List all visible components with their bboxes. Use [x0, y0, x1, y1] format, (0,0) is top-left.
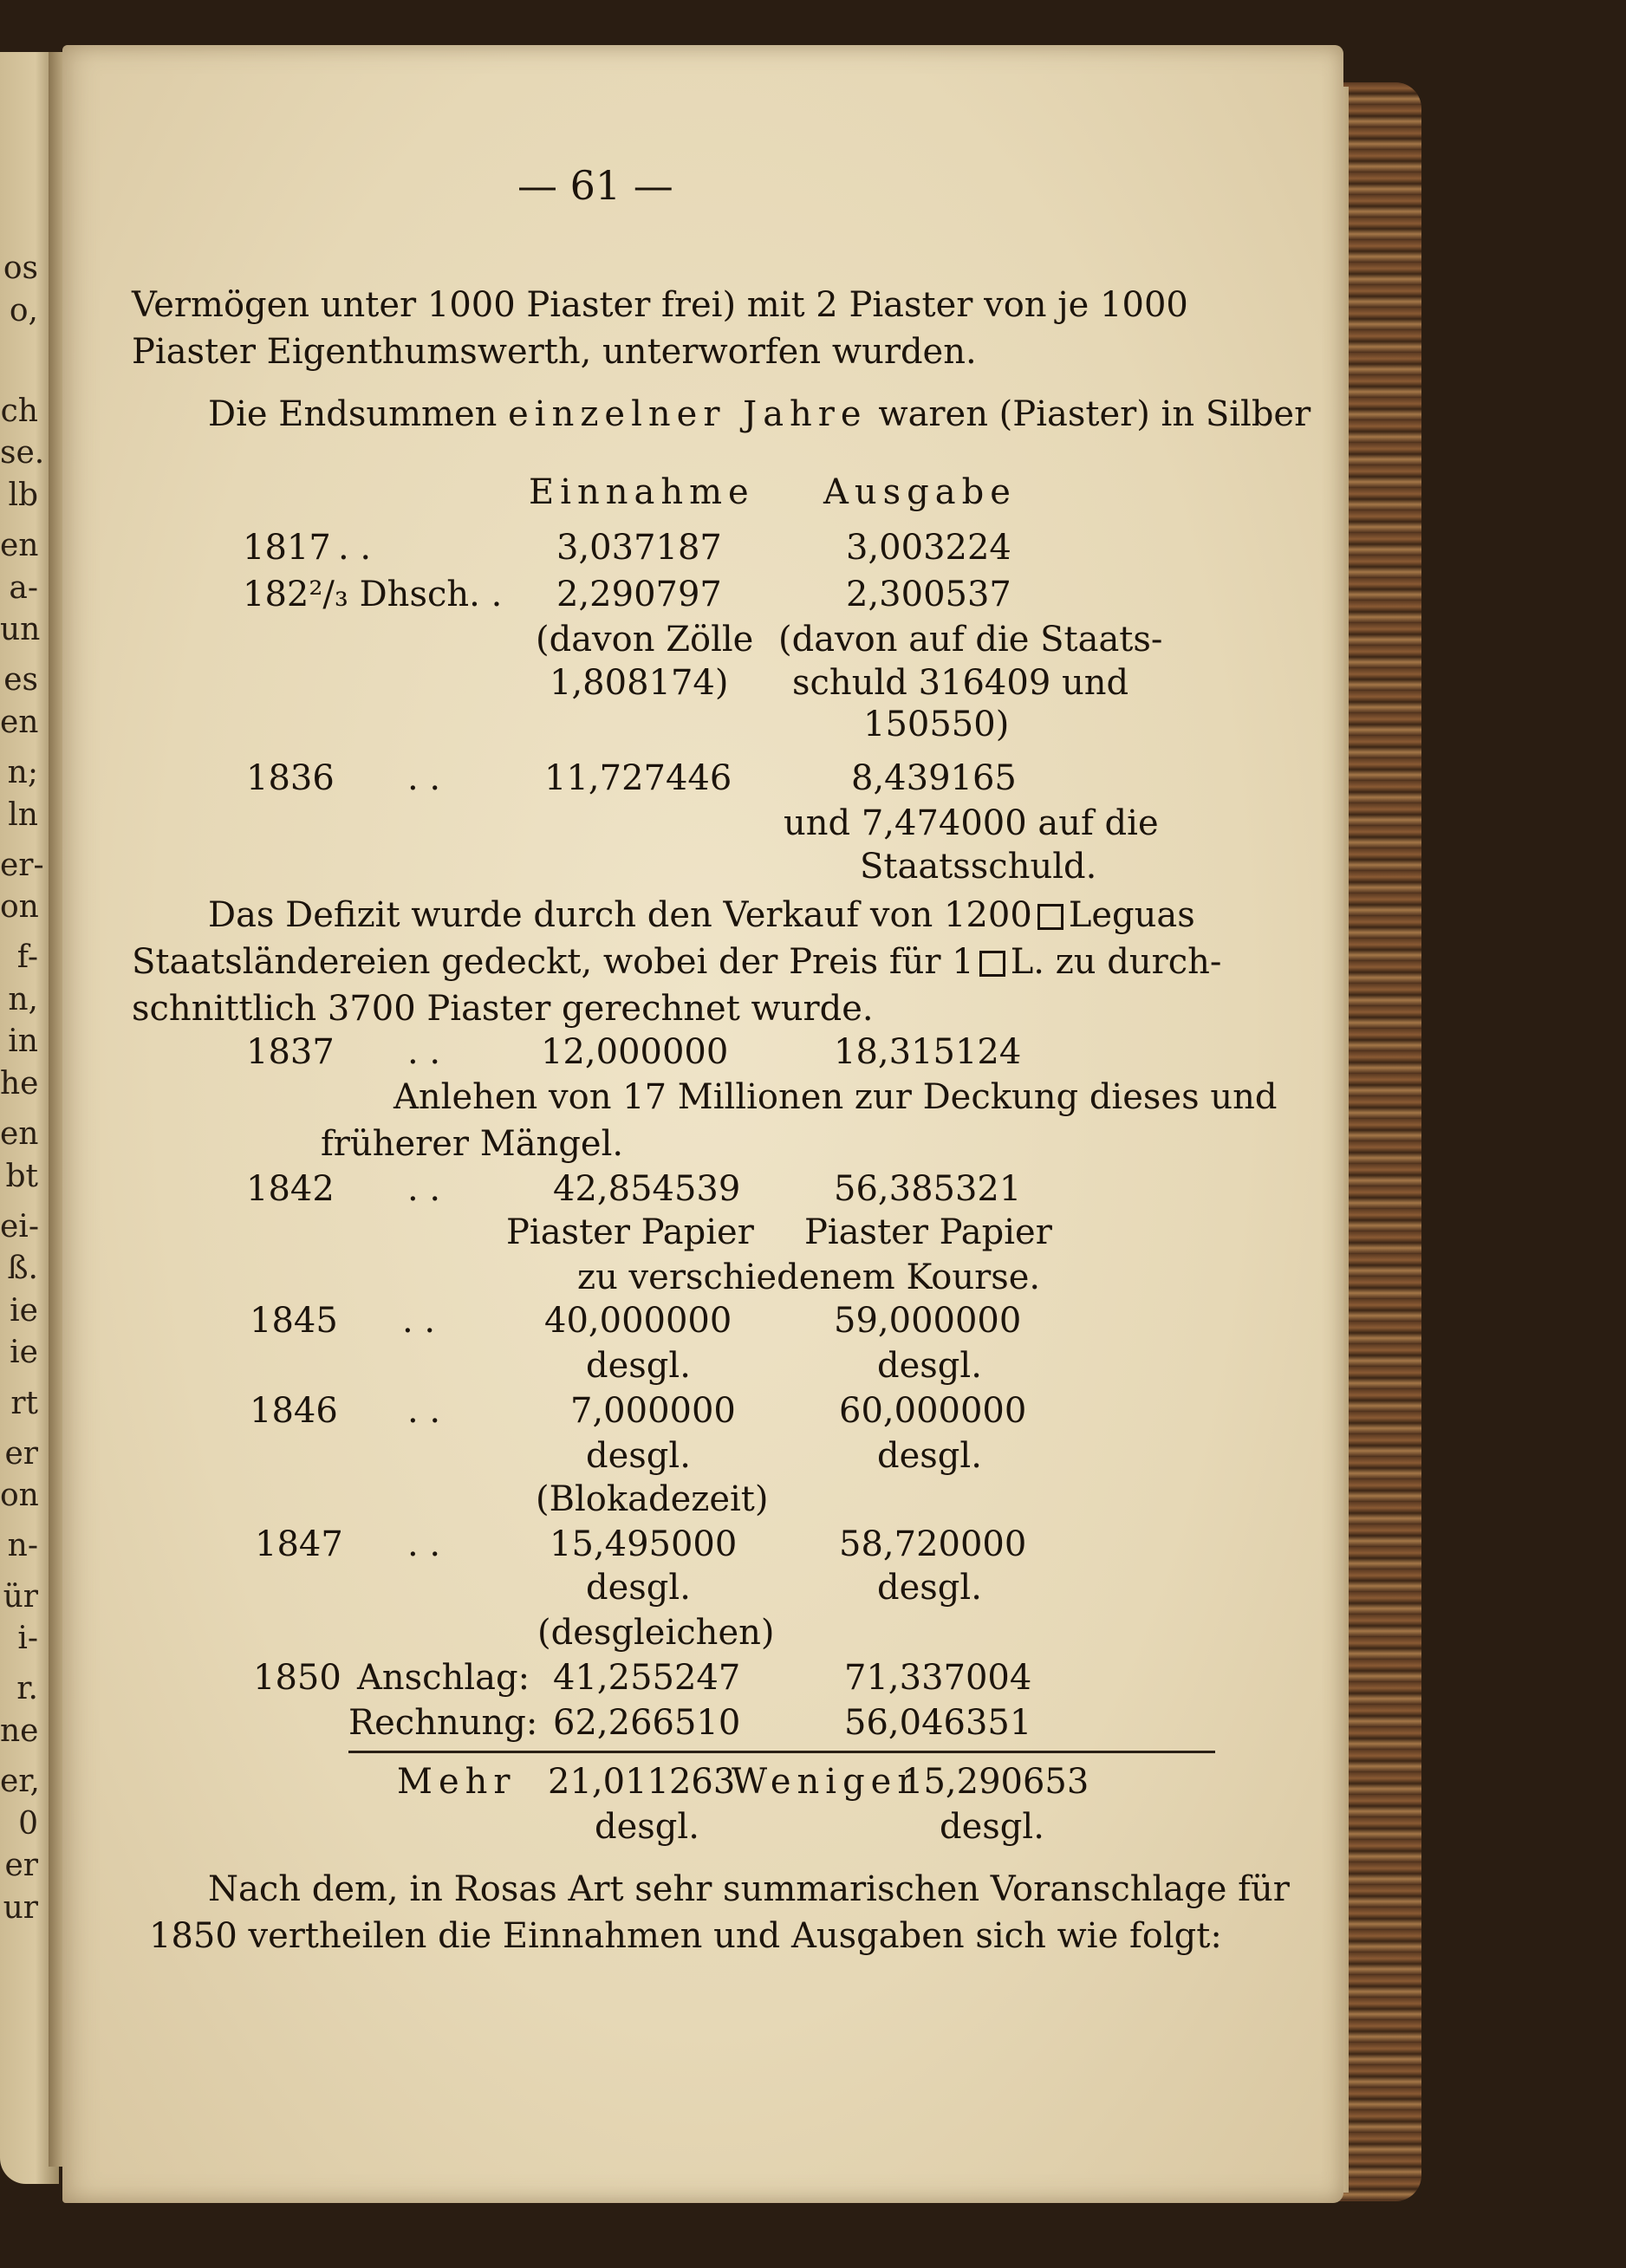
blockade-note: (Blokadezeit): [536, 1479, 769, 1519]
dots-1836: . .: [407, 758, 441, 798]
year-1817: 1817: [243, 528, 331, 568]
year-1822-3: 182²/₃ Dhsch. .: [243, 575, 503, 614]
income-1836: 11,727446: [544, 758, 732, 798]
intro-line-3: [208, 393, 1311, 435]
mehr-value: 21,011263: [548, 1762, 736, 1802]
expense-note-1: (davon auf die Staats-: [778, 620, 1163, 660]
note-1836-2: Staatsschuld.: [860, 847, 1097, 887]
income-note-2: 1,808174): [550, 663, 729, 703]
desgl-income-1846: desgl.: [586, 1436, 691, 1476]
year-1847: 1847: [255, 1524, 343, 1564]
intro-line-1: Vermögen unter 1000 Piaster frei) mit 2 Piaster von je 1000: [132, 285, 1188, 325]
desgl-expense-1845: desgl.: [877, 1346, 982, 1386]
margin-fragment: on: [0, 1478, 39, 1514]
margin-fragment: 0: [18, 1805, 38, 1842]
paper-rate: zu verschiedenem Kourse.: [577, 1257, 1041, 1297]
year-1845: 1845: [250, 1301, 338, 1341]
margin-fragment: ur: [3, 1889, 38, 1926]
note-1836-1: und 7,474000 auf die: [784, 803, 1159, 843]
margin-fragment: n-: [7, 1528, 38, 1564]
margin-fragment: ln: [8, 796, 38, 833]
expense-1817: 3,003224: [846, 528, 1011, 568]
margin-fragment: ch: [0, 393, 38, 429]
deficit-line-1-a: Das Defizit wurde durch den Verkauf von 1200: [208, 895, 1032, 935]
expense-note-3: 150550): [863, 705, 1010, 744]
square-symbol: [1037, 904, 1063, 930]
book-page: [62, 45, 1343, 2203]
dots-1845: . .: [402, 1301, 436, 1341]
label-weniger: Weniger: [732, 1762, 920, 1802]
dots-1846: . .: [407, 1391, 441, 1431]
intro-line-3-post: waren (Piaster) in Silber: [878, 394, 1311, 434]
square-symbol: [979, 951, 1005, 977]
income-1842: 42,854539: [553, 1169, 741, 1209]
intro-line-3-spaced: einzelner Jahre: [508, 394, 868, 434]
year-1837: 1837: [246, 1032, 335, 1072]
weniger-value: 15,290653: [901, 1762, 1089, 1802]
expense-1836: 8,439165: [851, 758, 1017, 798]
margin-fragment: ß.: [7, 1251, 38, 1287]
deficit-line-2: [132, 941, 1221, 983]
income-1846: 7,000000: [570, 1391, 736, 1431]
margin-fragment: un: [0, 612, 41, 648]
deficit-line-2-a: Staatsländereien gedeckt, wobei der Preis für 1: [132, 942, 974, 982]
margin-fragment: en: [0, 704, 39, 740]
income-1847: 15,495000: [550, 1524, 738, 1564]
desgl-income-1845: desgl.: [586, 1346, 691, 1386]
margin-fragment: ie: [10, 1335, 38, 1371]
margin-fragment: en: [0, 1116, 39, 1153]
sum-rule: [348, 1751, 1215, 1753]
expense-1847: 58,720000: [839, 1524, 1027, 1564]
column-header-income: Einnahme: [529, 472, 755, 512]
margin-fragment: in: [8, 1024, 38, 1060]
margin-fragment: rt: [10, 1385, 38, 1421]
income-1850-anschlag: 41,255247: [553, 1658, 741, 1698]
margin-fragment: ie: [10, 1292, 38, 1329]
dots-1842: . .: [407, 1169, 441, 1209]
closing-line-1: Nach dem, in Rosas Art sehr summarischen Voranschlage für: [208, 1869, 1290, 1909]
margin-fragment: ne: [0, 1712, 39, 1749]
margin-fragment: lb: [8, 477, 38, 513]
expense-1850-anschlag: 71,337004: [844, 1658, 1032, 1698]
desgl-expense-1846: desgl.: [877, 1436, 982, 1476]
loan-line-1: Anlehen von 17 Millionen zur Deckung dieses und: [393, 1077, 1278, 1117]
margin-fragment: er,: [0, 1764, 41, 1799]
margin-fragment: n;: [7, 755, 38, 790]
income-1837: 12,000000: [541, 1032, 729, 1072]
margin-fragment: er: [4, 1435, 38, 1472]
column-header-expense: Ausgabe: [823, 472, 1017, 512]
margin-fragment: es: [3, 662, 38, 699]
deficit-line-1: [208, 894, 1195, 936]
paper-expense: Piaster Papier: [804, 1212, 1052, 1252]
expense-note-2: schuld 316409 und: [792, 663, 1129, 703]
left-margin-fragments: [0, 250, 52, 1926]
expense-1837: 18,315124: [834, 1032, 1022, 1072]
margin-fragment: os: [3, 250, 38, 286]
margin-fragment: er: [4, 1848, 38, 1883]
margin-fragment: f-: [16, 939, 38, 976]
label-rechnung: Rechnung:: [348, 1703, 538, 1743]
margin-fragment: on: [0, 889, 39, 926]
expense-1842: 56,385321: [834, 1169, 1022, 1209]
paper-income: Piaster Papier: [506, 1212, 754, 1252]
dots-1847: . .: [407, 1524, 441, 1564]
loan-line-2: früherer Mängel.: [321, 1124, 624, 1164]
expense-1822-3: 2,300537: [846, 575, 1011, 614]
dots-1837: . .: [407, 1032, 441, 1072]
margin-fragment: i-: [17, 1621, 38, 1657]
expense-1845: 59,000000: [834, 1301, 1022, 1341]
desgl-expense-1847: desgl.: [877, 1568, 982, 1608]
year-1846: 1846: [250, 1391, 338, 1431]
margin-fragment: o,: [9, 292, 38, 328]
margin-fragment: ei-: [0, 1208, 39, 1244]
year-1836: 1836: [246, 758, 335, 798]
desgl-mehr: desgl.: [595, 1807, 699, 1847]
year-1850: 1850: [253, 1658, 341, 1698]
margin-fragment: he: [0, 1065, 39, 1102]
income-1822-3: 2,290797: [556, 575, 722, 614]
deficit-line-3: schnittlich 3700 Piaster gerechnet wurde.: [132, 989, 874, 1029]
label-anschlag: Anschlag:: [357, 1658, 530, 1698]
income-note-1: (davon Zölle: [536, 620, 754, 660]
margin-fragment: se.: [0, 435, 45, 471]
deficit-line-2-b: L. zu durch-: [1010, 942, 1222, 982]
marbled-book-edge: [1339, 82, 1421, 2201]
dots-1817: . .: [338, 528, 372, 568]
margin-fragment: bt: [5, 1158, 38, 1194]
desgl-income-1847: desgl.: [586, 1568, 691, 1608]
margin-fragment: er-: [0, 847, 44, 883]
expense-1846: 60,000000: [839, 1391, 1027, 1431]
deficit-line-1-b: Leguas: [1068, 895, 1195, 935]
margin-fragment: n,: [8, 981, 38, 1017]
desgl-weniger: desgl.: [940, 1807, 1044, 1847]
intro-line-3-pre: Die Endsummen: [208, 394, 498, 434]
income-1850-rechnung: 62,266510: [553, 1703, 741, 1743]
expense-1850-rechnung: 56,046351: [844, 1703, 1032, 1743]
closing-line-2: 1850 vertheilen die Einnahmen und Ausgaben sich wie folgt:: [149, 1916, 1222, 1956]
label-mehr: Mehr: [397, 1762, 517, 1802]
margin-fragment: r.: [16, 1671, 38, 1707]
margin-fragment: a-: [9, 569, 38, 606]
year-1842: 1842: [246, 1169, 335, 1209]
margin-fragment: en: [0, 528, 39, 564]
margin-fragment: ür: [3, 1578, 38, 1615]
intro-line-2: Piaster Eigenthumswerth, unterworfen wurden.: [132, 332, 977, 372]
income-1817: 3,037187: [556, 528, 722, 568]
page-number: — 61 —: [517, 162, 673, 209]
income-1845: 40,000000: [544, 1301, 732, 1341]
desgleichen-note: (desgleichen): [537, 1613, 775, 1653]
